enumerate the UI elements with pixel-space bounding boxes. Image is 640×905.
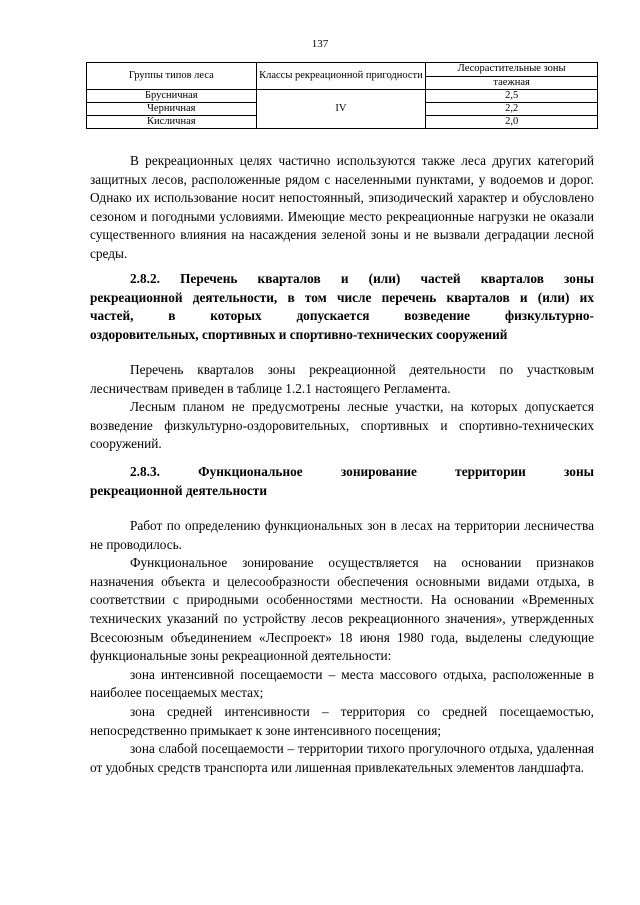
heading-line: оздоровительных, спортивных и спортивно-технических сооружений [90,326,508,342]
heading-2-8-2 [90,270,594,344]
paragraph-recreation [90,152,594,264]
table-header-row [87,63,598,77]
paragraph: Функциональное зонирование осуществляется на основании признаков назначения объекта и целесообразности обеспечения основными видами отдыха, в соответствии с природными особенностями местности. На основании «Временных технических указаний по устройству лесов рекреационного значения», утвержденных Всесоюзным объединением «Леспроект» 18 июня 1980 года, выделены следующие функциональные зоны рекреационной деятельности: [90,555,594,664]
paragraph: В рекреационных целях частично используются также леса других категорий защитных лесов, расположенные рядом с населенными пунктами, у водоемов и дорог. Однако их использование носит непостоянный, эпизодический характер и обусловлено сезоном и погодными условиями. Имеющие место рекреационные нагрузки не оказали существенного влияния на насаждения зеленой зоны и не вызвали деградации лесной среды. [90,153,594,261]
page-number: 137 [311,38,329,50]
row-value: 2,2 [426,103,598,116]
paragraph: Работ по определению функциональных зон в лесах на территории лесничества не проводилось. [90,518,594,552]
row-value: 2,0 [426,116,598,129]
row-group: Брусничная [87,90,257,103]
row-value: 2,5 [426,90,598,103]
forest-types-table [86,62,598,129]
paragraph: Лесным планом не предусмотрены лесные участки, на которых допускается возведение физкультурно-оздоровительных, спортивных и спортивно-технических сооружений. [90,399,594,452]
table-row [87,90,598,103]
paragraph: зона слабой посещаемости – территории тихого прогулочного отдыха, удаленная от удобных средств транспорта или лишенная привлекательных элементов ландшафта. [90,741,594,775]
section-2-8-3-body [90,517,594,777]
header-groups: Группы типов леса [87,63,257,90]
paragraph: зона средней интенсивности – территория со средней посещаемостью, непосредственно примыкает к зоне интенсивного посещения; [90,703,594,738]
heading-line: рекреационной деятельности, в том числе перечень кварталов и (или) их [90,289,594,305]
heading-2-8-3 [90,463,594,500]
header-zones: Лесорастительные зоны [426,63,598,77]
paragraph: Перечень кварталов зоны рекреационной деятельности по участковым лесничествам приведен в таблице 1.2.1 настоящего Регламента. [90,362,594,396]
row-group: Черничная [87,103,257,116]
header-classes: Классы рекреационной пригодности [256,63,426,90]
header-zone-taiga: таежная [426,76,598,90]
row-class: IV [256,90,426,129]
section-2-8-2-body [90,361,594,454]
heading-line: 2.8.2. Перечень кварталов и (или) частей кварталов зоны [130,271,594,286]
heading-line: рекреационной деятельности [90,482,267,498]
heading-line: 2.8.3. Функциональное зонирование территории зоны [130,464,594,479]
paragraph: зона интенсивной посещаемости – места массового отдыха, расположенные в наиболее посещаемых местах; [90,666,594,701]
row-group: Кисличная [87,116,257,129]
heading-line: частей, в которых допускается возведение физкультурно- [90,308,594,324]
